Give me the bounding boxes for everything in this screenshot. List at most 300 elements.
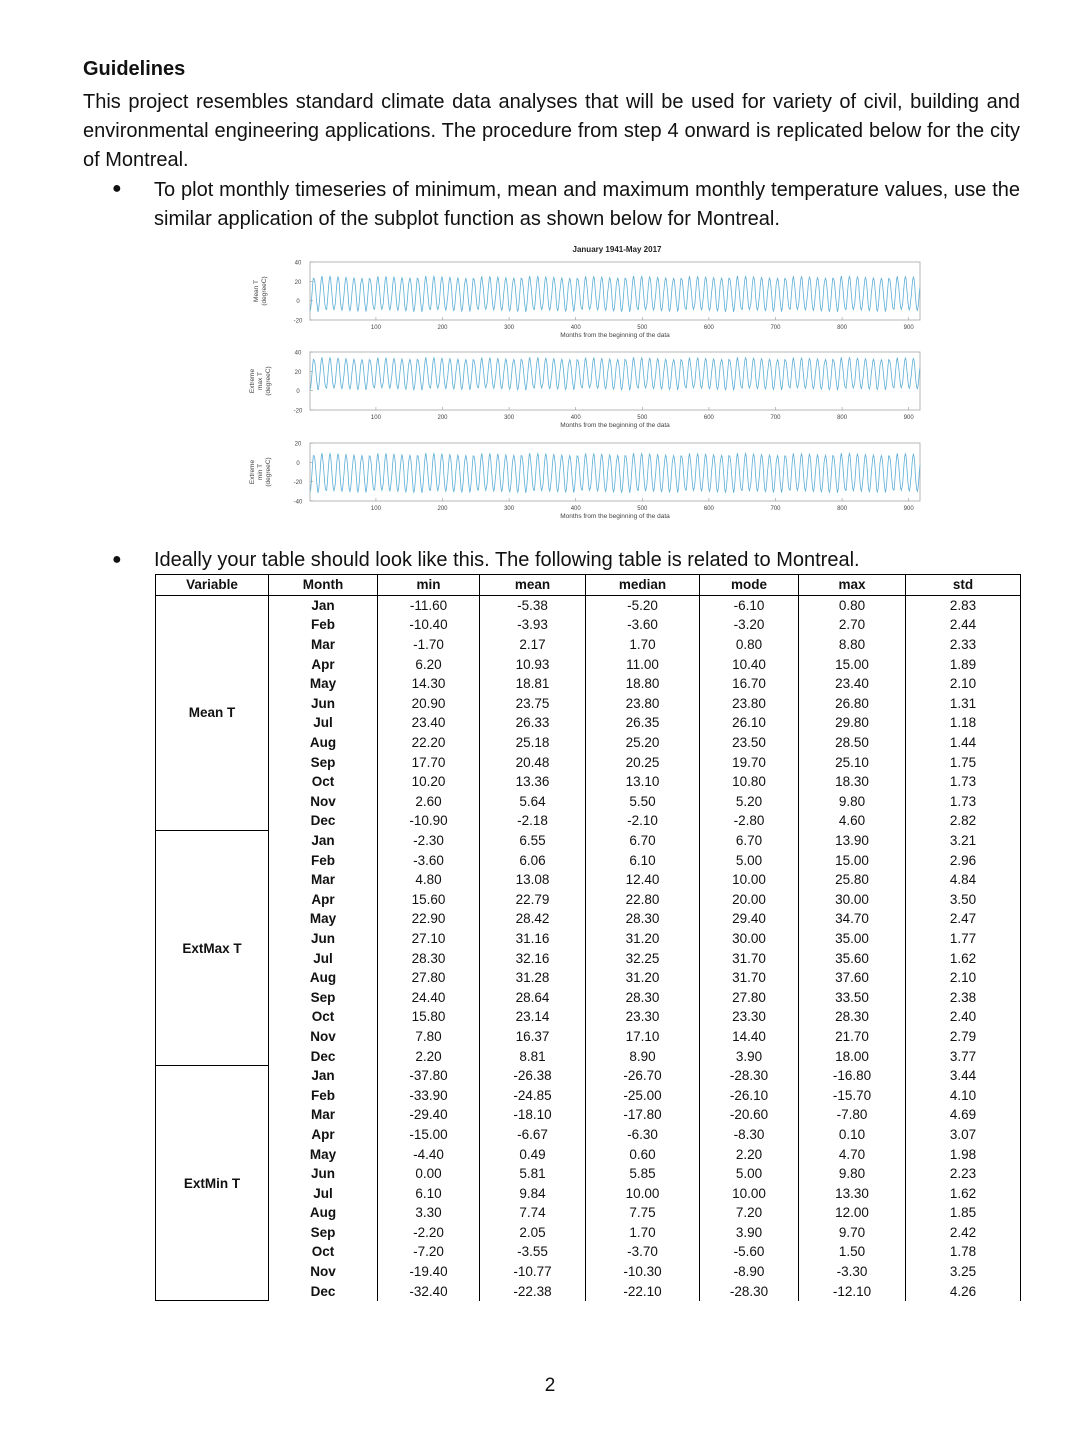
value-cell: 28.30 bbox=[586, 909, 700, 929]
x-tick-label: 500 bbox=[637, 415, 648, 421]
bullet-marker-2: ● bbox=[112, 551, 122, 568]
value-cell: 23.80 bbox=[700, 694, 799, 714]
value-cell: 6.06 bbox=[480, 850, 586, 870]
value-cell: -2.20 bbox=[378, 1223, 480, 1243]
table-row bbox=[156, 713, 1021, 733]
value-cell: -7.80 bbox=[799, 1105, 906, 1125]
value-cell: -3.30 bbox=[799, 1262, 906, 1282]
value-cell: 20.00 bbox=[700, 890, 799, 910]
value-cell: -15.00 bbox=[378, 1125, 480, 1145]
series-line bbox=[310, 276, 920, 312]
value-cell: 10.00 bbox=[700, 870, 799, 890]
value-cell: 12.40 bbox=[586, 870, 700, 890]
table-row bbox=[156, 1085, 1021, 1105]
value-cell: 10.40 bbox=[700, 654, 799, 674]
x-tick-label: 700 bbox=[770, 325, 781, 331]
value-cell: 4.69 bbox=[906, 1105, 1021, 1125]
table-row bbox=[156, 635, 1021, 655]
table-row bbox=[156, 850, 1021, 870]
column-header-mode: mode bbox=[700, 575, 799, 596]
y-tick-label: -20 bbox=[293, 408, 303, 415]
value-cell: 10.20 bbox=[378, 772, 480, 792]
bullet-marker-1: ● bbox=[112, 180, 122, 197]
value-cell: 15.60 bbox=[378, 890, 480, 910]
table-row bbox=[156, 1144, 1021, 1164]
x-tick-label: 600 bbox=[703, 506, 714, 512]
value-cell: 30.00 bbox=[700, 929, 799, 949]
value-cell: -26.38 bbox=[480, 1066, 586, 1086]
month-cell: Mar bbox=[269, 635, 378, 655]
value-cell: 2.05 bbox=[480, 1223, 586, 1243]
month-cell: Jun bbox=[269, 1164, 378, 1184]
value-cell: 23.40 bbox=[799, 674, 906, 694]
value-cell: 2.10 bbox=[906, 968, 1021, 988]
value-cell: 35.00 bbox=[799, 929, 906, 949]
value-cell: 25.10 bbox=[799, 752, 906, 772]
montreal-statistics-table bbox=[155, 574, 1021, 1301]
value-cell: 25.18 bbox=[480, 733, 586, 753]
table-row bbox=[156, 948, 1021, 968]
value-cell: 9.70 bbox=[799, 1223, 906, 1243]
value-cell: -5.38 bbox=[480, 595, 586, 615]
x-axis-label: Months from the beginning of the data bbox=[560, 422, 670, 429]
table-row bbox=[156, 615, 1021, 635]
value-cell: -18.10 bbox=[480, 1105, 586, 1125]
column-header-std: std bbox=[906, 575, 1021, 596]
value-cell: -5.20 bbox=[586, 595, 700, 615]
value-cell: 1.73 bbox=[906, 792, 1021, 812]
value-cell: -1.70 bbox=[378, 635, 480, 655]
value-cell: 2.17 bbox=[480, 635, 586, 655]
value-cell: 6.10 bbox=[378, 1183, 480, 1203]
month-cell: Apr bbox=[269, 654, 378, 674]
value-cell: 2.40 bbox=[906, 1007, 1021, 1027]
value-cell: 18.81 bbox=[480, 674, 586, 694]
value-cell: 23.75 bbox=[480, 694, 586, 714]
value-cell: 4.26 bbox=[906, 1281, 1021, 1301]
value-cell: 4.70 bbox=[799, 1144, 906, 1164]
value-cell: -20.60 bbox=[700, 1105, 799, 1125]
value-cell: 6.70 bbox=[586, 831, 700, 851]
value-cell: 1.77 bbox=[906, 929, 1021, 949]
month-cell: Oct bbox=[269, 1007, 378, 1027]
value-cell: -16.80 bbox=[799, 1066, 906, 1086]
y-axis-label: Extreme bbox=[249, 368, 256, 394]
value-cell: 28.42 bbox=[480, 909, 586, 929]
value-cell: 18.00 bbox=[799, 1046, 906, 1066]
x-tick-label: 500 bbox=[637, 506, 648, 512]
value-cell: -4.40 bbox=[378, 1144, 480, 1164]
section-heading: Guidelines bbox=[83, 58, 186, 80]
y-tick-label: -20 bbox=[293, 480, 303, 487]
month-cell: Mar bbox=[269, 1105, 378, 1125]
x-tick-label: 900 bbox=[903, 506, 914, 512]
table-row bbox=[156, 1262, 1021, 1282]
x-tick-label: 800 bbox=[837, 415, 848, 421]
value-cell: 4.84 bbox=[906, 870, 1021, 890]
value-cell: 2.20 bbox=[700, 1144, 799, 1164]
value-cell: 20.25 bbox=[586, 752, 700, 772]
table-row bbox=[156, 752, 1021, 772]
value-cell: -22.38 bbox=[480, 1281, 586, 1301]
month-cell: Mar bbox=[269, 870, 378, 890]
value-cell: 12.00 bbox=[799, 1203, 906, 1223]
variable-cell: Mean T bbox=[156, 595, 269, 831]
value-cell: 17.70 bbox=[378, 752, 480, 772]
table-row bbox=[156, 870, 1021, 890]
value-cell: 15.80 bbox=[378, 1007, 480, 1027]
month-cell: Feb bbox=[269, 1085, 378, 1105]
table-row bbox=[156, 909, 1021, 929]
x-tick-label: 200 bbox=[437, 325, 448, 331]
table-row bbox=[156, 595, 1021, 615]
value-cell: -37.80 bbox=[378, 1066, 480, 1086]
bullet-text-plot: To plot monthly timeseries of minimum, mean and maximum monthly temperature values, use the similar application of the subplot function as shown below for Montreal. bbox=[154, 179, 1020, 230]
value-cell: 2.33 bbox=[906, 635, 1021, 655]
table-row bbox=[156, 1046, 1021, 1066]
value-cell: 31.70 bbox=[700, 968, 799, 988]
value-cell: 31.28 bbox=[480, 968, 586, 988]
y-axis-label: Mean T bbox=[253, 280, 260, 302]
table-row bbox=[156, 890, 1021, 910]
x-tick-label: 300 bbox=[504, 506, 515, 512]
y-tick-label: 0 bbox=[296, 389, 300, 396]
table-row bbox=[156, 1223, 1021, 1243]
value-cell: -10.77 bbox=[480, 1262, 586, 1282]
value-cell: 31.70 bbox=[700, 948, 799, 968]
month-cell: Aug bbox=[269, 1203, 378, 1223]
y-tick-label: -40 bbox=[293, 499, 303, 506]
value-cell: 1.44 bbox=[906, 733, 1021, 753]
value-cell: 31.20 bbox=[586, 968, 700, 988]
value-cell: 0.10 bbox=[799, 1125, 906, 1145]
y-tick-label: 0 bbox=[296, 460, 300, 467]
x-tick-label: 600 bbox=[703, 325, 714, 331]
value-cell: 3.07 bbox=[906, 1125, 1021, 1145]
value-cell: -6.10 bbox=[700, 595, 799, 615]
value-cell: -22.10 bbox=[586, 1281, 700, 1301]
x-tick-label: 400 bbox=[570, 325, 581, 331]
value-cell: 2.82 bbox=[906, 811, 1021, 831]
value-cell: 19.70 bbox=[700, 752, 799, 772]
y-axis-label: (degreeC) bbox=[261, 276, 268, 306]
value-cell: 9.80 bbox=[799, 792, 906, 812]
value-cell: 25.80 bbox=[799, 870, 906, 890]
value-cell: 22.20 bbox=[378, 733, 480, 753]
column-header-median: median bbox=[586, 575, 700, 596]
month-cell: May bbox=[269, 909, 378, 929]
month-cell: Dec bbox=[269, 1281, 378, 1301]
value-cell: 8.90 bbox=[586, 1046, 700, 1066]
table-row bbox=[156, 1027, 1021, 1047]
value-cell: -2.10 bbox=[586, 811, 700, 831]
value-cell: 28.30 bbox=[586, 987, 700, 1007]
y-axis-label: Extreme bbox=[249, 459, 256, 485]
column-header-max: max bbox=[799, 575, 906, 596]
table-row bbox=[156, 987, 1021, 1007]
y-tick-label: 40 bbox=[294, 350, 302, 357]
value-cell: 1.62 bbox=[906, 1183, 1021, 1203]
value-cell: 2.10 bbox=[906, 674, 1021, 694]
value-cell: 31.16 bbox=[480, 929, 586, 949]
bullet-text-table: Ideally your table should look like this. The following table is related to Montreal. bbox=[154, 549, 860, 571]
month-cell: Aug bbox=[269, 733, 378, 753]
x-tick-label: 400 bbox=[570, 506, 581, 512]
value-cell: 3.25 bbox=[906, 1262, 1021, 1282]
series-line bbox=[310, 357, 920, 390]
value-cell: 32.25 bbox=[586, 948, 700, 968]
value-cell: 5.81 bbox=[480, 1164, 586, 1184]
value-cell: 26.33 bbox=[480, 713, 586, 733]
value-cell: 20.90 bbox=[378, 694, 480, 714]
value-cell: 13.90 bbox=[799, 831, 906, 851]
y-tick-label: 20 bbox=[294, 279, 302, 286]
value-cell: -3.20 bbox=[700, 615, 799, 635]
value-cell: -3.60 bbox=[586, 615, 700, 635]
value-cell: 25.20 bbox=[586, 733, 700, 753]
value-cell: 14.40 bbox=[700, 1027, 799, 1047]
value-cell: 7.75 bbox=[586, 1203, 700, 1223]
x-tick-label: 200 bbox=[437, 506, 448, 512]
value-cell: -10.30 bbox=[586, 1262, 700, 1282]
value-cell: 16.70 bbox=[700, 674, 799, 694]
y-axis-label: min T bbox=[257, 463, 264, 481]
value-cell: 23.40 bbox=[378, 713, 480, 733]
value-cell: 10.00 bbox=[700, 1183, 799, 1203]
month-cell: Oct bbox=[269, 1242, 378, 1262]
x-tick-label: 900 bbox=[903, 325, 914, 331]
value-cell: 5.85 bbox=[586, 1164, 700, 1184]
value-cell: 28.64 bbox=[480, 987, 586, 1007]
value-cell: 1.62 bbox=[906, 948, 1021, 968]
value-cell: 34.70 bbox=[799, 909, 906, 929]
value-cell: -10.40 bbox=[378, 615, 480, 635]
value-cell: 14.30 bbox=[378, 674, 480, 694]
value-cell: 2.47 bbox=[906, 909, 1021, 929]
value-cell: 4.80 bbox=[378, 870, 480, 890]
value-cell: 26.35 bbox=[586, 713, 700, 733]
value-cell: 24.40 bbox=[378, 987, 480, 1007]
value-cell: 2.44 bbox=[906, 615, 1021, 635]
value-cell: 28.50 bbox=[799, 733, 906, 753]
value-cell: 23.80 bbox=[586, 694, 700, 714]
value-cell: 3.44 bbox=[906, 1066, 1021, 1086]
value-cell: 32.16 bbox=[480, 948, 586, 968]
month-cell: Apr bbox=[269, 890, 378, 910]
value-cell: -3.70 bbox=[586, 1242, 700, 1262]
value-cell: 1.78 bbox=[906, 1242, 1021, 1262]
month-cell: Dec bbox=[269, 1046, 378, 1066]
value-cell: 1.98 bbox=[906, 1144, 1021, 1164]
page-number: 2 bbox=[544, 1375, 556, 1396]
table-row bbox=[156, 1066, 1021, 1086]
value-cell: 3.30 bbox=[378, 1203, 480, 1223]
y-axis-label: max T bbox=[257, 372, 264, 390]
month-cell: Jan bbox=[269, 595, 378, 615]
value-cell: 1.31 bbox=[906, 694, 1021, 714]
value-cell: -5.60 bbox=[700, 1242, 799, 1262]
value-cell: -3.93 bbox=[480, 615, 586, 635]
value-cell: 13.08 bbox=[480, 870, 586, 890]
table-header-row bbox=[156, 575, 1021, 596]
y-tick-label: 40 bbox=[294, 260, 302, 267]
value-cell: 0.80 bbox=[700, 635, 799, 655]
value-cell: -28.30 bbox=[700, 1066, 799, 1086]
value-cell: -24.85 bbox=[480, 1085, 586, 1105]
value-cell: 23.30 bbox=[586, 1007, 700, 1027]
x-tick-label: 700 bbox=[770, 415, 781, 421]
value-cell: 22.79 bbox=[480, 890, 586, 910]
month-cell: Sep bbox=[269, 987, 378, 1007]
value-cell: 3.21 bbox=[906, 831, 1021, 851]
value-cell: 1.89 bbox=[906, 654, 1021, 674]
value-cell: 8.80 bbox=[799, 635, 906, 655]
value-cell: 29.40 bbox=[700, 909, 799, 929]
value-cell: 11.00 bbox=[586, 654, 700, 674]
value-cell: 15.00 bbox=[799, 850, 906, 870]
month-cell: Sep bbox=[269, 1223, 378, 1243]
value-cell: -26.70 bbox=[586, 1066, 700, 1086]
value-cell: 3.90 bbox=[700, 1223, 799, 1243]
table-row bbox=[156, 654, 1021, 674]
value-cell: 2.23 bbox=[906, 1164, 1021, 1184]
value-cell: 2.83 bbox=[906, 595, 1021, 615]
value-cell: 21.70 bbox=[799, 1027, 906, 1047]
y-tick-label: 0 bbox=[296, 299, 300, 306]
x-tick-label: 100 bbox=[370, 506, 381, 512]
value-cell: -2.80 bbox=[700, 811, 799, 831]
subplot-frame bbox=[310, 443, 920, 501]
value-cell: 1.50 bbox=[799, 1242, 906, 1262]
value-cell: 26.10 bbox=[700, 713, 799, 733]
value-cell: -6.67 bbox=[480, 1125, 586, 1145]
value-cell: 2.42 bbox=[906, 1223, 1021, 1243]
value-cell: -12.10 bbox=[799, 1281, 906, 1301]
month-cell: Jun bbox=[269, 929, 378, 949]
value-cell: 6.10 bbox=[586, 850, 700, 870]
value-cell: 13.30 bbox=[799, 1183, 906, 1203]
table-row bbox=[156, 674, 1021, 694]
value-cell: 35.60 bbox=[799, 948, 906, 968]
value-cell: 27.80 bbox=[378, 968, 480, 988]
value-cell: 13.36 bbox=[480, 772, 586, 792]
value-cell: 1.75 bbox=[906, 752, 1021, 772]
x-tick-label: 800 bbox=[837, 506, 848, 512]
value-cell: 18.30 bbox=[799, 772, 906, 792]
month-cell: Nov bbox=[269, 792, 378, 812]
value-cell: 1.70 bbox=[586, 635, 700, 655]
month-cell: Apr bbox=[269, 1125, 378, 1145]
month-cell: Dec bbox=[269, 811, 378, 831]
value-cell: -3.60 bbox=[378, 850, 480, 870]
value-cell: -33.90 bbox=[378, 1085, 480, 1105]
value-cell: 5.00 bbox=[700, 850, 799, 870]
value-cell: 1.85 bbox=[906, 1203, 1021, 1223]
value-cell: 0.80 bbox=[799, 595, 906, 615]
value-cell: -2.18 bbox=[480, 811, 586, 831]
x-tick-label: 300 bbox=[504, 325, 515, 331]
x-axis-label: Months from the beginning of the data bbox=[560, 332, 670, 339]
value-cell: 18.80 bbox=[586, 674, 700, 694]
value-cell: 28.30 bbox=[378, 948, 480, 968]
y-tick-label: 20 bbox=[294, 441, 302, 448]
value-cell: 27.80 bbox=[700, 987, 799, 1007]
month-cell: Nov bbox=[269, 1262, 378, 1282]
month-cell: Jul bbox=[269, 713, 378, 733]
table-row bbox=[156, 1183, 1021, 1203]
value-cell: 7.74 bbox=[480, 1203, 586, 1223]
value-cell: 5.00 bbox=[700, 1164, 799, 1184]
value-cell: 2.96 bbox=[906, 850, 1021, 870]
month-cell: May bbox=[269, 1144, 378, 1164]
value-cell: -2.30 bbox=[378, 831, 480, 851]
x-tick-label: 600 bbox=[703, 415, 714, 421]
value-cell: -10.90 bbox=[378, 811, 480, 831]
x-tick-label: 200 bbox=[437, 415, 448, 421]
value-cell: 3.77 bbox=[906, 1046, 1021, 1066]
value-cell: -25.00 bbox=[586, 1085, 700, 1105]
value-cell: 5.50 bbox=[586, 792, 700, 812]
value-cell: 13.10 bbox=[586, 772, 700, 792]
table-row bbox=[156, 968, 1021, 988]
value-cell: 10.93 bbox=[480, 654, 586, 674]
table-row bbox=[156, 772, 1021, 792]
value-cell: -8.90 bbox=[700, 1262, 799, 1282]
column-header-mean: mean bbox=[480, 575, 586, 596]
value-cell: 23.14 bbox=[480, 1007, 586, 1027]
value-cell: 37.60 bbox=[799, 968, 906, 988]
table-row bbox=[156, 1203, 1021, 1223]
value-cell: -26.10 bbox=[700, 1085, 799, 1105]
x-tick-label: 800 bbox=[837, 325, 848, 331]
month-cell: Feb bbox=[269, 615, 378, 635]
value-cell: 27.10 bbox=[378, 929, 480, 949]
month-cell: Sep bbox=[269, 752, 378, 772]
value-cell: 7.80 bbox=[378, 1027, 480, 1047]
value-cell: -19.40 bbox=[378, 1262, 480, 1282]
value-cell: -15.70 bbox=[799, 1085, 906, 1105]
series-line bbox=[310, 453, 920, 493]
value-cell: 3.90 bbox=[700, 1046, 799, 1066]
table-row bbox=[156, 831, 1021, 851]
value-cell: 1.73 bbox=[906, 772, 1021, 792]
month-cell: May bbox=[269, 674, 378, 694]
x-tick-label: 100 bbox=[370, 415, 381, 421]
value-cell: 5.20 bbox=[700, 792, 799, 812]
value-cell: 0.00 bbox=[378, 1164, 480, 1184]
table-row bbox=[156, 694, 1021, 714]
intro-paragraph: This project resembles standard climate data analyses that will be used for variety of civil, building and environmental engineering applications. The procedure from step 4 onward is replicated below for the city of Montreal. bbox=[83, 91, 1020, 171]
value-cell: -28.30 bbox=[700, 1281, 799, 1301]
x-axis-label: Months from the beginning of the data bbox=[560, 513, 670, 520]
value-cell: 23.50 bbox=[700, 733, 799, 753]
value-cell: -29.40 bbox=[378, 1105, 480, 1125]
x-tick-label: 300 bbox=[504, 415, 515, 421]
temperature-subplots-chart bbox=[240, 240, 930, 530]
value-cell: 30.00 bbox=[799, 890, 906, 910]
value-cell: 15.00 bbox=[799, 654, 906, 674]
x-tick-label: 100 bbox=[370, 325, 381, 331]
month-cell: Aug bbox=[269, 968, 378, 988]
month-cell: Jun bbox=[269, 694, 378, 714]
value-cell: 31.20 bbox=[586, 929, 700, 949]
month-cell: Jan bbox=[269, 1066, 378, 1086]
x-tick-label: 400 bbox=[570, 415, 581, 421]
value-cell: 6.70 bbox=[700, 831, 799, 851]
column-header-min: min bbox=[378, 575, 480, 596]
value-cell: 22.80 bbox=[586, 890, 700, 910]
value-cell: 0.49 bbox=[480, 1144, 586, 1164]
